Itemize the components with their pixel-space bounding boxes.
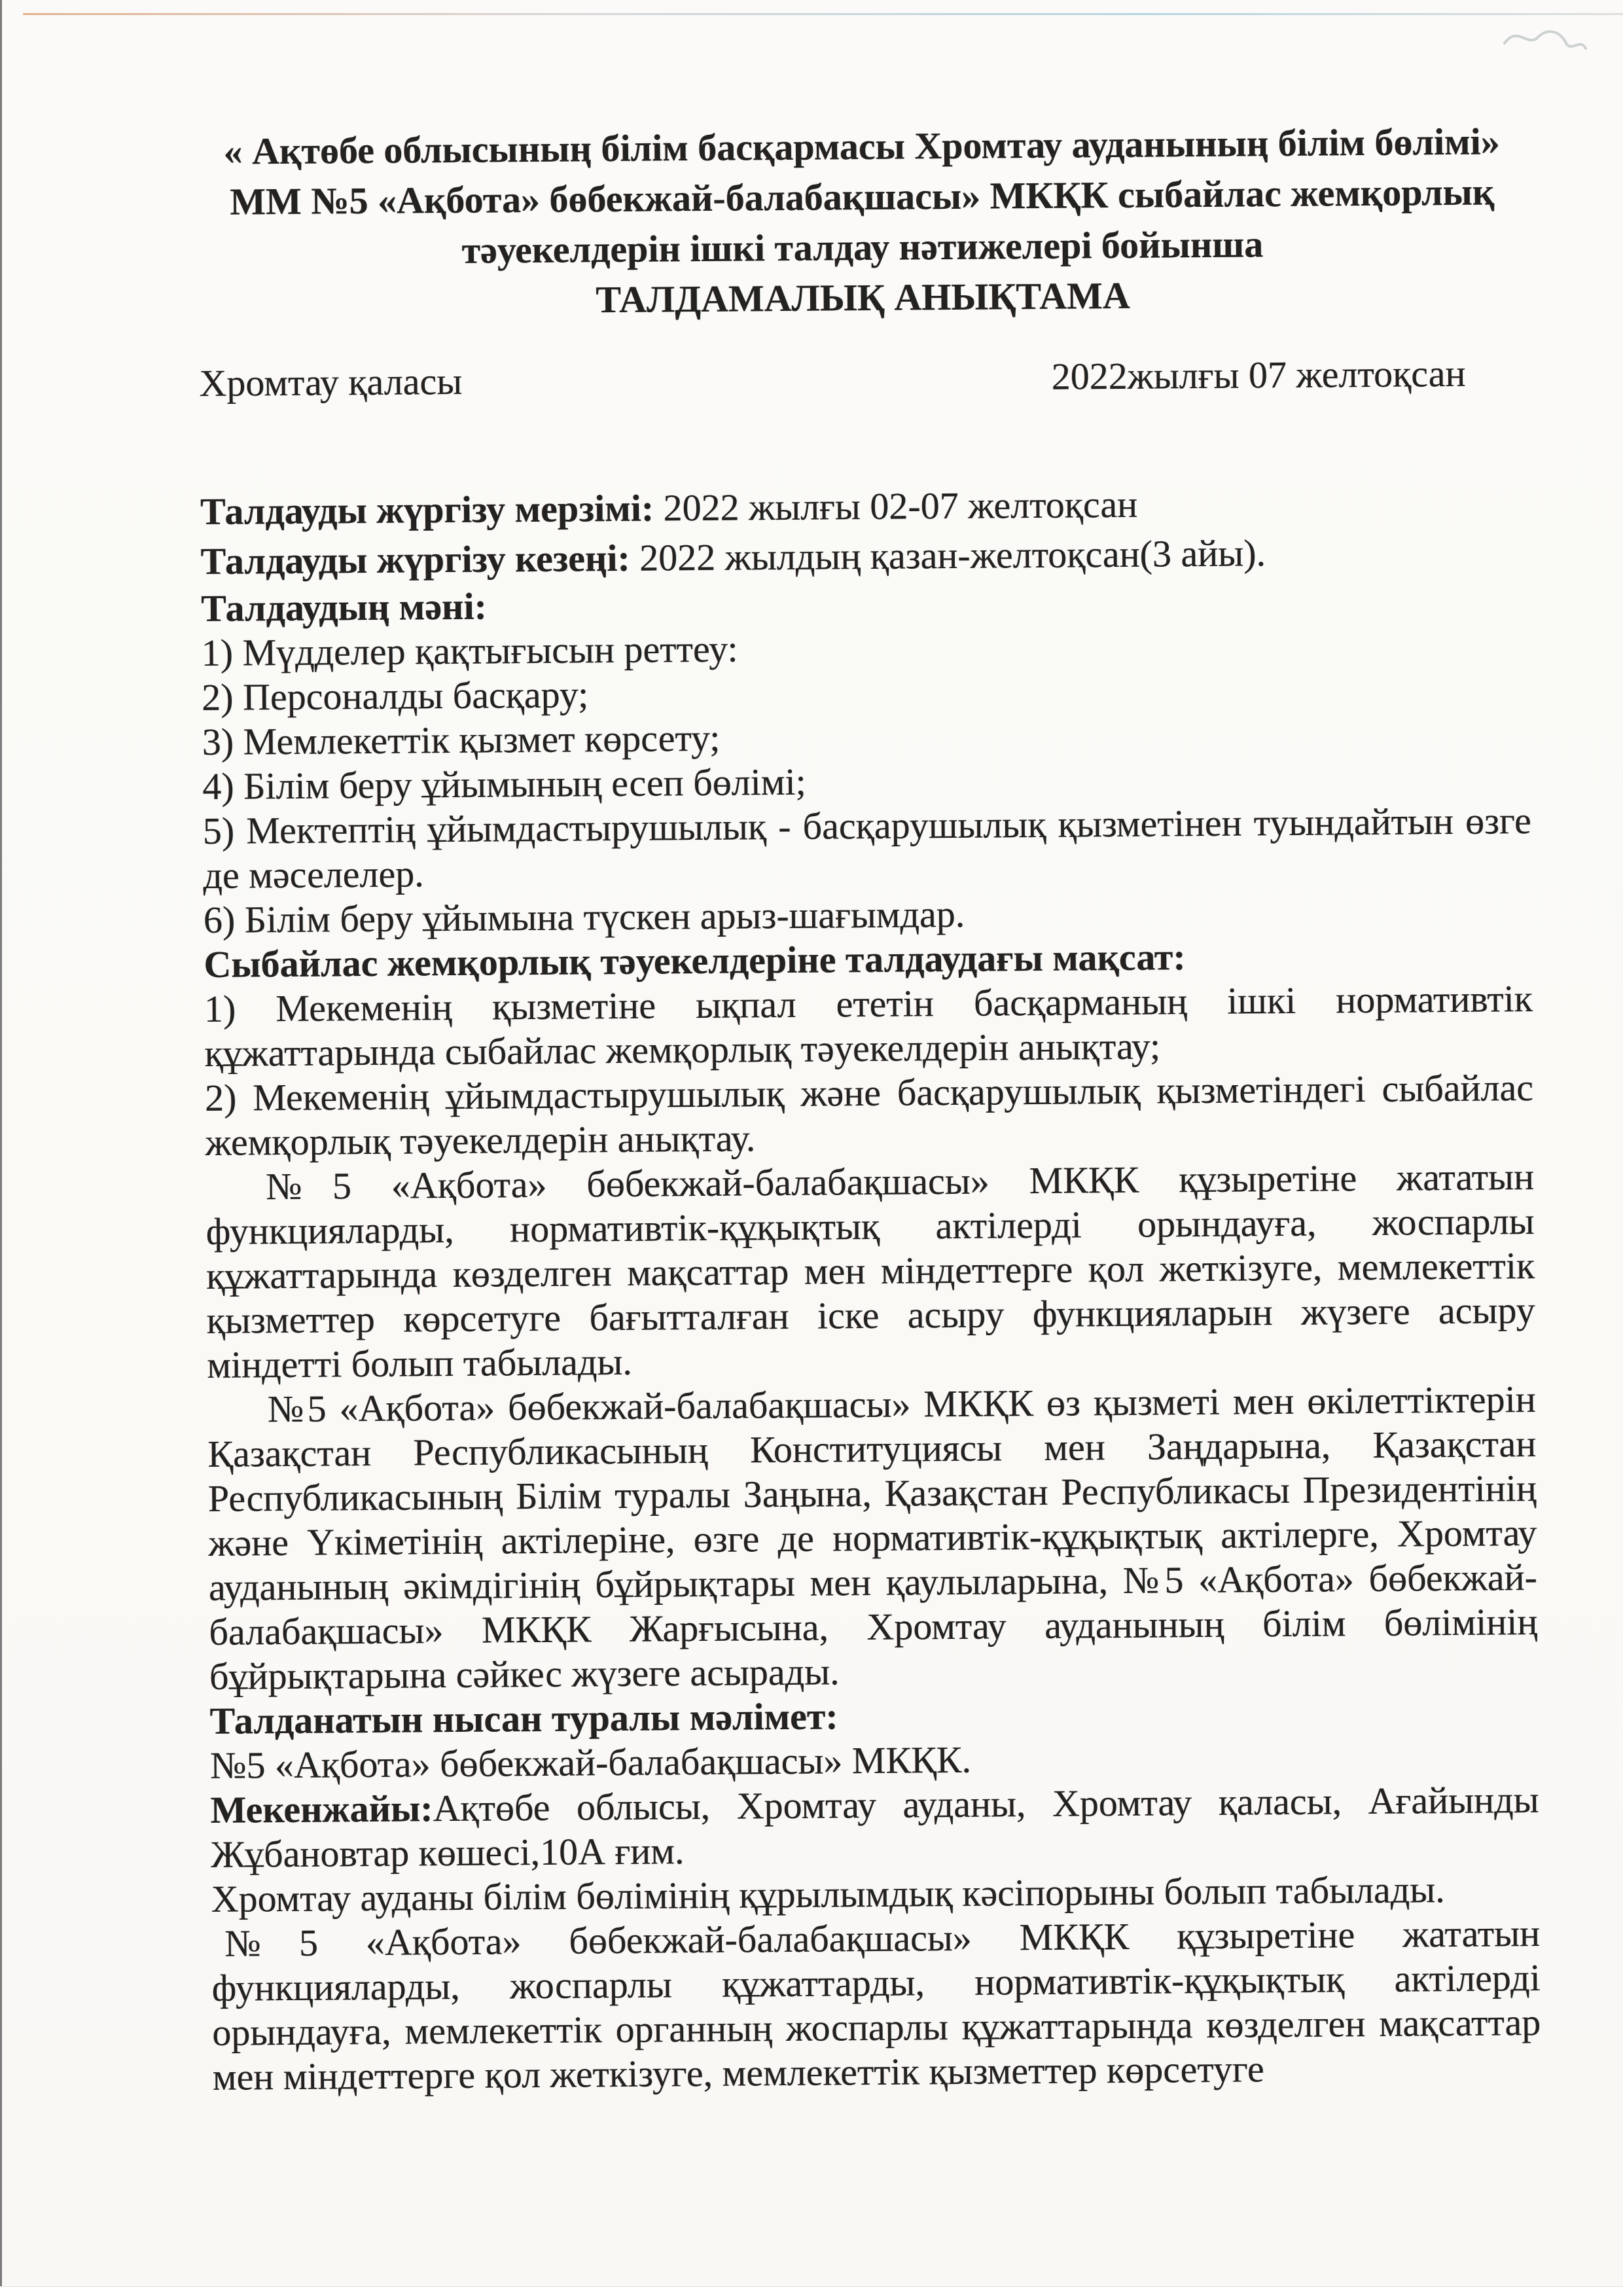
address-value: Ақтөбе облысы, Хромтау ауданы, Хромтау қаласы, Ағайынды Жұбановтар көшесі,10А ғим. [210,1778,1539,1876]
subject-item-1: 1) Мүдделер қақтығысын реттеу: [201,627,738,674]
analysis-period-label: Талдауды жүргізу мерзімі: [200,486,654,533]
object-name-line: №5 «Ақбота» бөбекжай-балабақшасы» МКҚК. [209,1738,972,1787]
goal-paragraph-1: 1) Мекеменің қызметіне ықпал ететін басқарманың ішкі нормативтік құжаттарында сыбайлас жемқорлық тәуекелдерін анықтау; [204,977,1533,1075]
place-text: Хромтау қаласы [199,359,463,404]
address-label: Мекенжайы: [210,1787,433,1831]
title-line-1: « Ақтөбе облысының білім басқармасы Хромтау ауданының білім бөлімі» [223,120,1501,173]
address-line [210,1778,1539,1877]
object-functions-line: №5 «Ақбота» бөбекжай-балабақшасы» МКҚК құзыретіне жататын функцияларды, жоспарлы құжаттарды, нормативтік-құқықтық актілерді орындауға, мемлекеттік органның жоспарлы құжаттарында көзделген мақсаттар мен міндеттерге қол жеткізуге, мемлекеттік қызметтер көрсетуге [211,1911,1541,2098]
goal-paragraph-3: №5 «Ақбота» бөбекжай-балабақшасы» МКҚК құзыретіне жататын функцияларды, нормативтік-құқықтық актілерді орындауға, жоспарлы құжаттарында көзделген мақсаттар мен міндеттерге қол жеткізуге, мемлекеттік қызметтер көрсетуге бағытталған іске асыру функцияларын жүзеге асыру міндетті болып табылады. [205,1155,1535,1386]
subject-item-6: 6) Білім беру ұйымына түскен арыз-шағымдар. [203,892,965,941]
analysis-range-value: 2022 жылдың қазан-желтоқсан(3 айы). [630,531,1266,579]
document-content [196,0,1541,2100]
title-line-4: ТАЛДАМАЛЫҚ АНЫҚТАМА [596,274,1130,321]
subject-item-4: 4) Білім беру ұйымының есеп бөлімі; [202,760,806,808]
goal-heading: Сыбайлас жемқорлық тәуекелдеріне талдаудағы мақсат: [204,935,1186,986]
subject-heading: Талдаудың мәні: [200,584,488,630]
subject-item-5: 5) Мектептің ұйымдастырушылық - басқарушылық қызметінен туындайтын өзге де мәселелер. [202,799,1532,897]
analysis-meta [200,476,1529,586]
analysis-range-label: Талдауды жүргізу кезеңі: [200,536,631,583]
document-title [197,116,1527,328]
subject-item-2: 2) Персоналды басқару; [202,673,589,719]
title-line-2: ММ №5 «Ақбота» бөбекжай-балабақшасы» МКҚК сыбайлас жемқорлық [230,170,1495,223]
date-text: 2022жылғы 07 желтоқсан [1051,351,1466,398]
place-date-row [199,348,1528,408]
object-heading: Талданатын нысан туралы мәлімет: [209,1695,838,1742]
scan-bottom-edge [0,2286,1623,2296]
analysis-period-value: 2022 жылғы 02-07 желтоқсан [653,482,1138,529]
object-structure-line: Хромтау ауданы білім бөлімінің құрылымдық кәсіпорыны болып табылады. [211,1868,1445,1920]
subject-item-3: 3) Мемлекеттік қызмет көрсету; [202,716,721,763]
scan-left-edge-line [0,0,2,2296]
goal-paragraph-2: 2) Мекеменің ұйымдастырушылық және басқарушылық қызметіндегі сыбайлас жемқорлық тәуекелдерін анықтау. [204,1066,1534,1164]
goal-paragraph-4: №5 «Ақбота» бөбекжай-балабақшасы» МКҚК өз қызметі мен өкілеттіктерін Қазақстан Республикасының Конституциясы мен Заңдарына, Қазақстан Республикасының Білім туралы Заңына, Қазақстан Республикасы Президентінің және Үкіметінің актілеріне, өзге де нормативтік-құқықтық актілерге, Хромтау ауданының әкімдігінің бұйрықтары мен қаулыларына, №5 «Ақбота» бөбекжай-балабақшасы» МКҚК Жарғысына, Хромтау ауданының білім бөлімінің бұйрықтарына сәйкес жүзеге асырады. [207,1378,1538,1698]
title-line-3: тәуекелдерін ішкі талдау нәтижелері бойынша [461,223,1264,272]
